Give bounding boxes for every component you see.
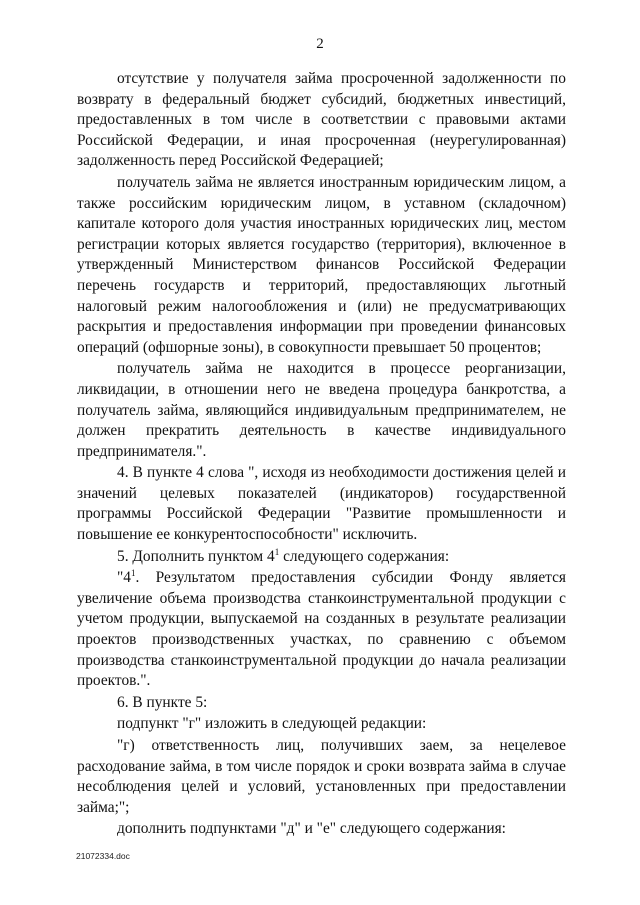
paragraph-item-5 bbox=[77, 547, 566, 568]
item-5-suffix: следующего содержания: bbox=[279, 547, 450, 565]
item-4-1-text: . Результатом предоставления субсидии Фонду является увеличение объема производства станкоинструментальной продукции с учетом продукции, выпускаемой на созданных в результате реализации проектов производственных участках, по сравнению с объемом производства станкоинструментальной продукции до начала реализации проектов.". bbox=[77, 569, 566, 690]
document-body bbox=[77, 69, 566, 840]
item-4-1-prefix: "4 bbox=[117, 569, 131, 587]
paragraph-overdue-debt: отсутствие у получателя займа просроченной задолженности по возврату в федеральный бюджет субсидий, бюджетных инвестиций, предоставленных в том числе в соответствии с правовыми актами Российской Федерации, и иная просроченная (неурегулированная) задолженность перед Российской Федерацией; bbox=[77, 70, 566, 170]
page-number: 2 bbox=[316, 36, 324, 52]
paragraph-item-4-1 bbox=[77, 568, 566, 692]
paragraph-subitem-g-intro: подпункт "г" изложить в следующей редакции: bbox=[117, 715, 427, 733]
paragraph-subitems-d-e: дополнить подпунктами "д" и "е" следующего содержания: bbox=[117, 820, 506, 838]
item-5-superscript: 1 bbox=[274, 546, 280, 557]
paragraph-item-6: 6. В пункте 5: bbox=[117, 693, 208, 711]
paragraph-not-foreign-entity: получатель займа не является иностранным юридическим лицом, а также российским юридическим лицом, в уставном (складочном) капитале которого доля участия иностранных юридических лиц, местом регистрации которых является государство (территория), включенное в утвержденный Министерством финансов Российской Федерации перечень государств и территорий, предоставляющих льготный налоговый режим налогообложения и (или) не предусматривающих раскрытия и предоставления информации при проведении финансовых операций (офшорные зоны), в совокупности превышает 50 процентов; bbox=[77, 173, 566, 356]
paragraph-item-4: 4. В пункте 4 слова ", исходя из необходимости достижения целей и значений целевых показателей (индикаторов) государственной программы Российской Федерации "Развитие промышленности и повышение ее конкурентоспособности" исключить. bbox=[77, 464, 566, 544]
paragraph-subitem-g-text: "г) ответственность лиц, получивших заем, за нецелевое расходование займа, в том числе порядок и сроки возврата займа в случае несоблюдения целей и условий, установленных при предоставлении займа;"; bbox=[77, 737, 566, 816]
item-5-prefix: 5. Дополнить пунктом 4 bbox=[117, 547, 275, 565]
item-4-1-superscript: 1 bbox=[130, 568, 136, 579]
paragraph-not-reorganization: получатель займа не находится в процессе реорганизации, ликвидации, в отношении него не введена процедура банкротства, а получатель займа, являющийся индивидуальным предпринимателем, не должен прекратить деятельность в качестве индивидуального предпринимателя.". bbox=[77, 360, 566, 460]
document-footer: 21072334.doc bbox=[76, 851, 130, 861]
